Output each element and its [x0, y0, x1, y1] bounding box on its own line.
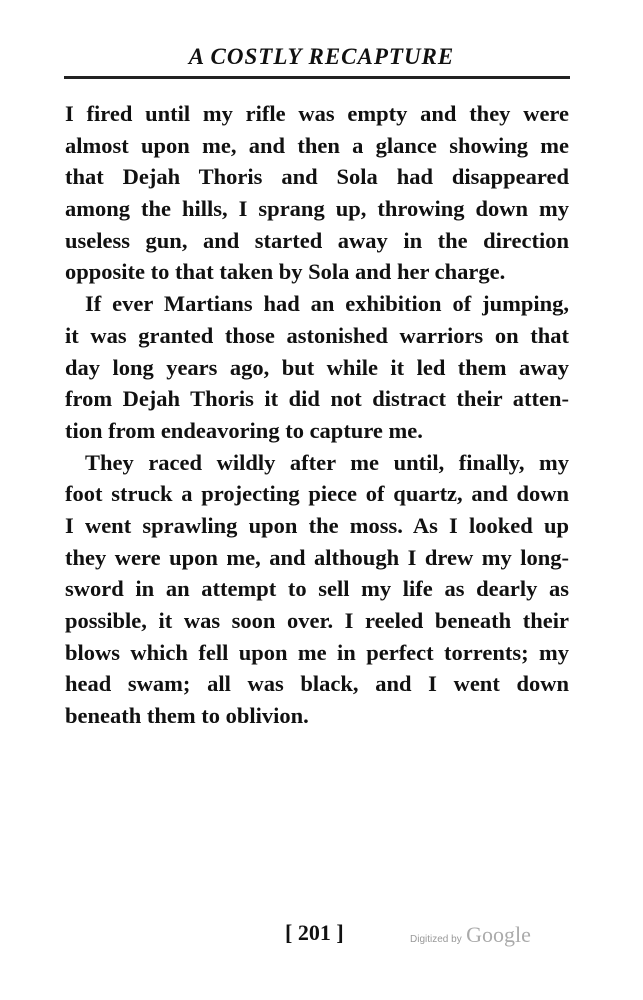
text-line: they were upon me, and although I drew my long-: [65, 544, 569, 570]
text-line: that Dejah Thoris and Sola had disappeared: [65, 164, 569, 190]
text-line: among the hills, I sprang up, throwing down my: [65, 196, 569, 222]
text-line: They raced wildly after me until, finally, my: [85, 449, 569, 475]
running-title: A COSTLY RECAPTURE: [188, 44, 455, 69]
text-line: possible, it was soon over. I reeled beneath their: [65, 608, 569, 633]
text-line: beneath them to oblivion.: [65, 703, 309, 729]
text-line: foot struck a projecting piece of quartz, and down: [65, 481, 569, 507]
text-line: I fired until my rifle was empty and they were: [65, 101, 569, 126]
text-line: head swam; all was black, and I went down: [65, 671, 569, 697]
text-line: If ever Martians had an exhibition of jumping,: [85, 291, 569, 317]
header-rule: [64, 76, 570, 79]
digitized-brand: Google: [466, 922, 531, 947]
text-line: sword in an attempt to sell my life as dearly as: [65, 576, 569, 602]
text-line: almost upon me, and then a glance showing me: [65, 132, 569, 158]
digitized-prefix: Digitized by: [410, 934, 462, 945]
body-text: [65, 98, 569, 732]
page-number: [ 201 ]: [285, 920, 344, 945]
text-line: it was granted those astonished warriors on that: [65, 322, 569, 348]
text-line: I went sprawling upon the moss. As I looked up: [65, 512, 569, 538]
text-line: tion from endeavoring to capture me.: [65, 417, 423, 443]
digitized-watermark: [410, 922, 531, 948]
text-line: useless gun, and started away in the direction: [65, 227, 569, 253]
text-line: blows which fell upon me in perfect torrents; my: [65, 639, 569, 665]
text-line: from Dejah Thoris it did not distract their atten-: [65, 386, 569, 412]
text-line: opposite to that taken by Sola and her charge.: [65, 259, 506, 285]
text-line: day long years ago, but while it led them away: [65, 354, 569, 380]
